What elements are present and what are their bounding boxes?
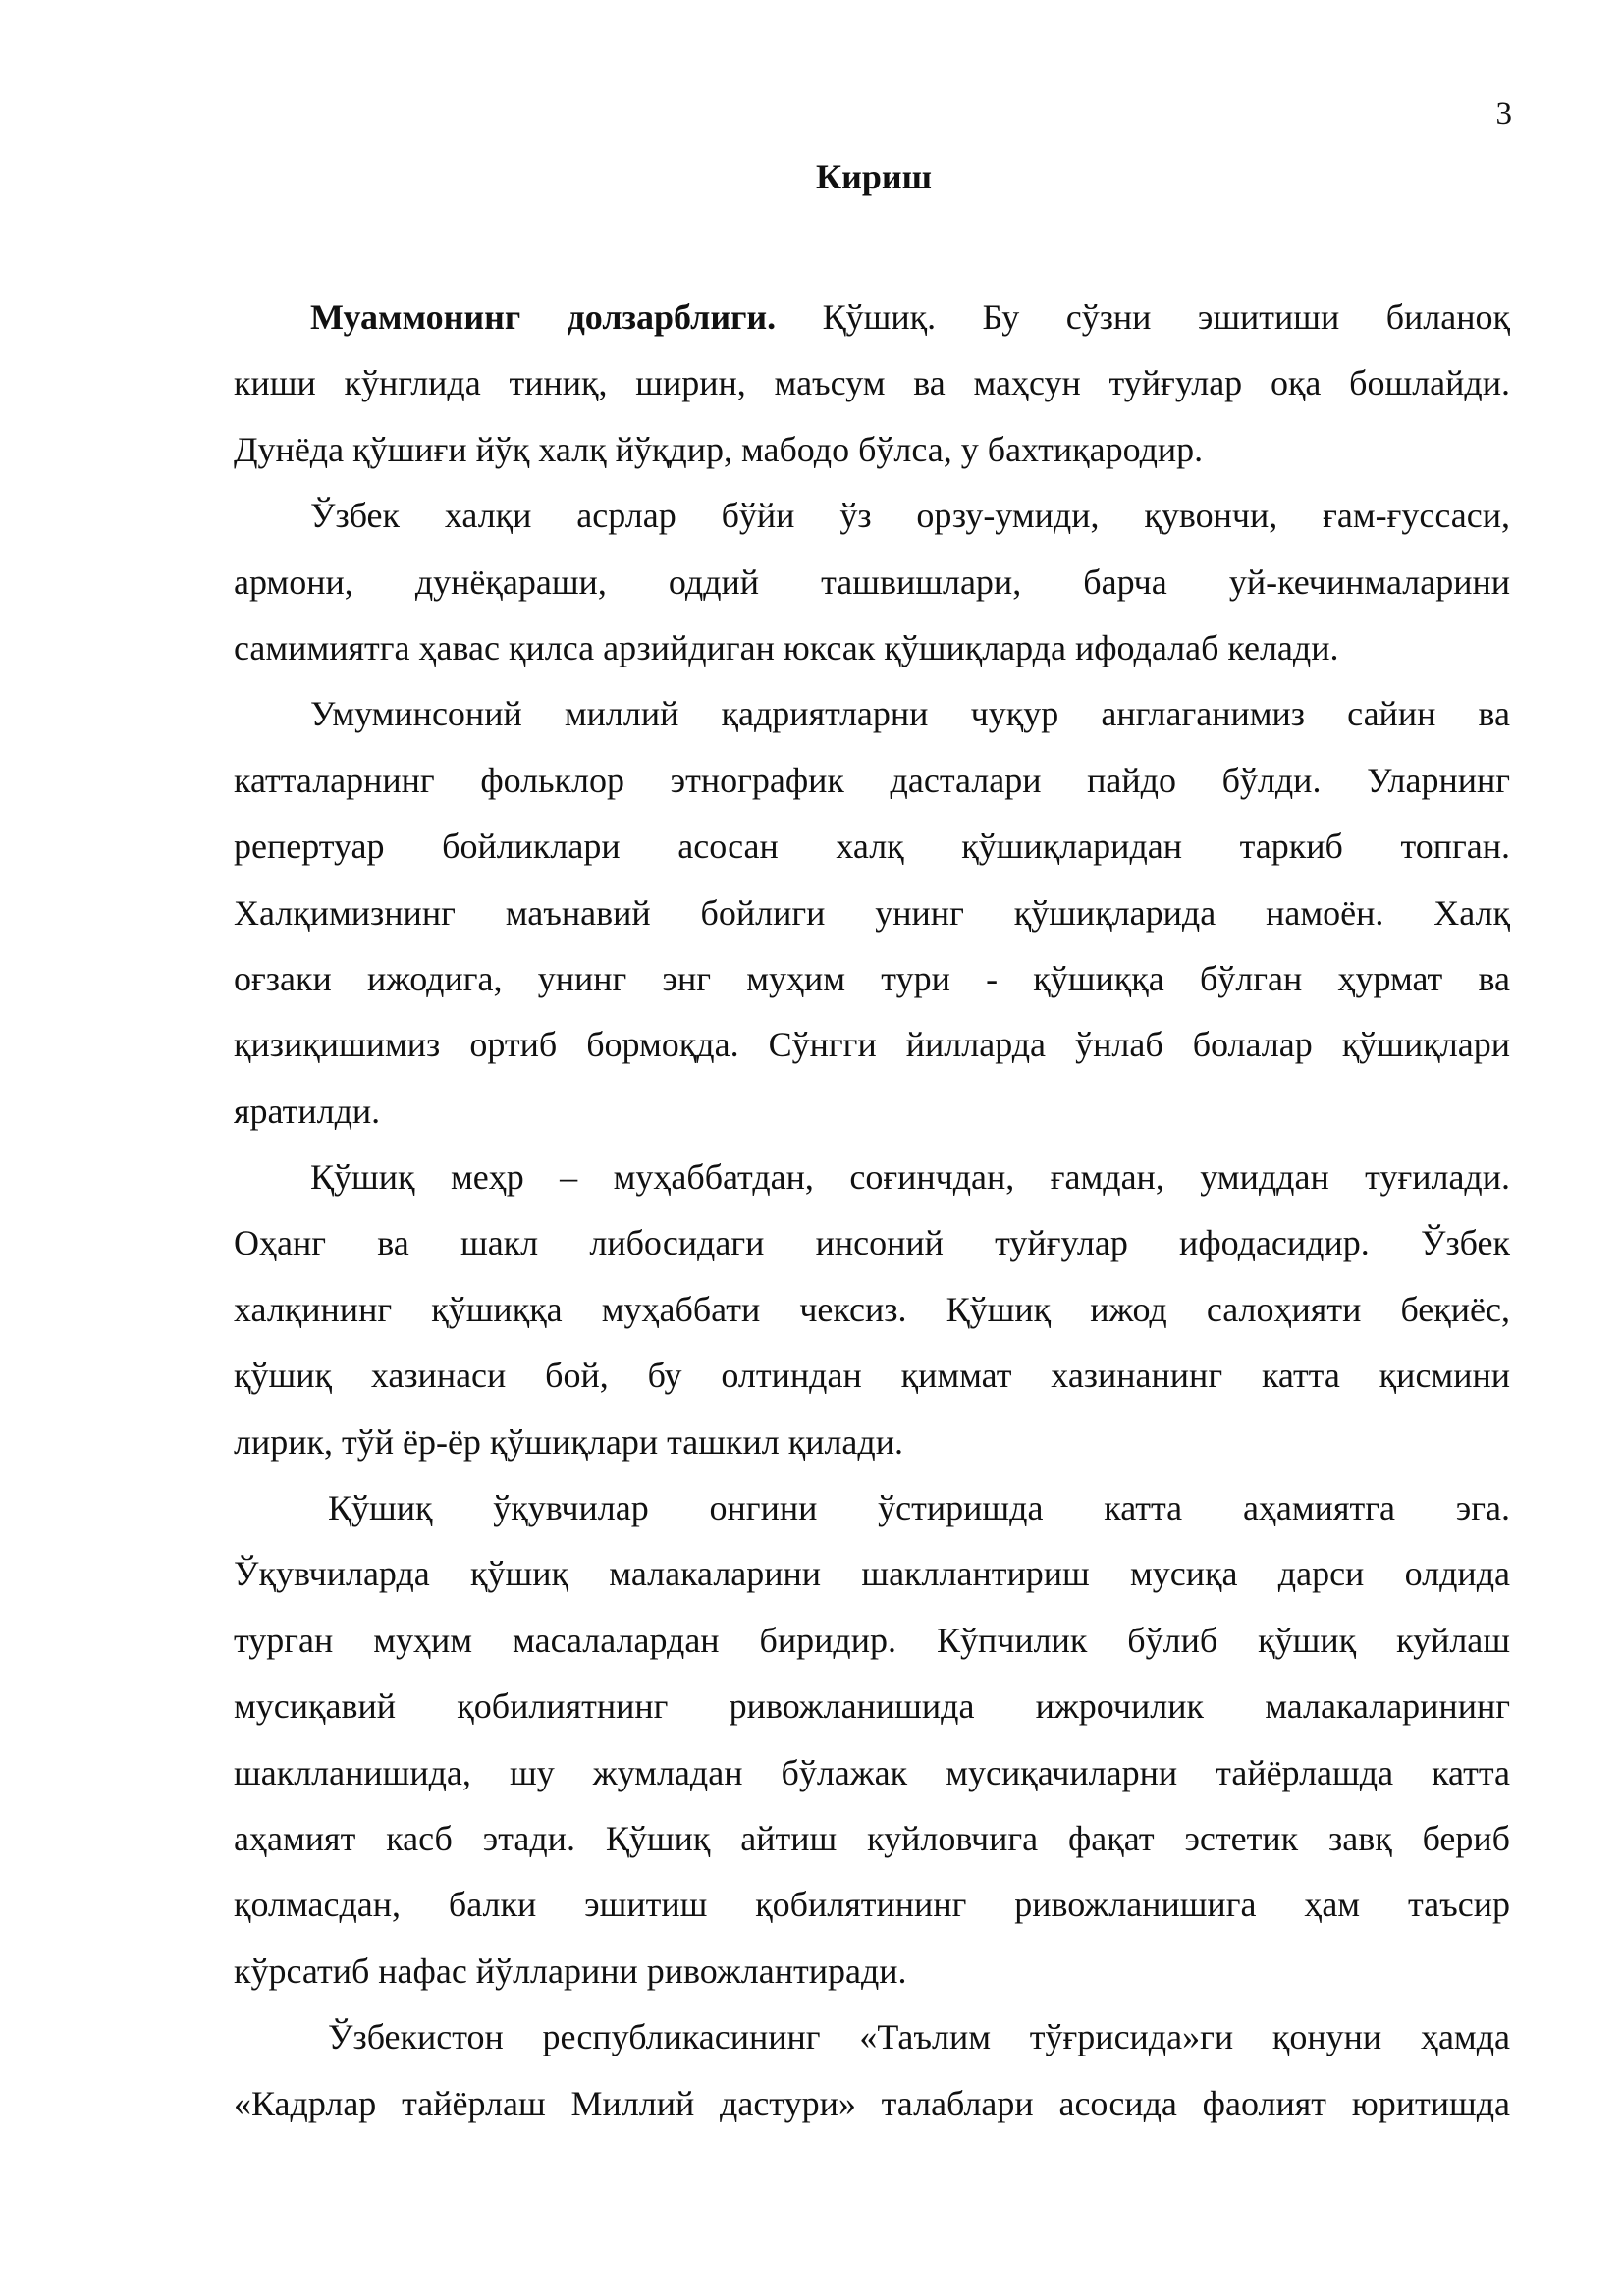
body-text — [234, 285, 1510, 2137]
paragraph-line: Умуминсоний миллий қадриятларни чуқур англаганимиз сайин ва — [310, 694, 1510, 734]
paragraph-line: Қўшиқ ўқувчилар онгини ўстиришда катта аҳамиятга эга. — [328, 1488, 1510, 1528]
paragraph-line: турган муҳим масалалардан биридир. Кўпчилик бўлиб қўшиқ куйлаш — [234, 1620, 1510, 1660]
paragraph-line: самимиятга ҳавас қилса арзийдиган юксак қўшиқларда ифодалаб келади. — [234, 627, 1339, 667]
paragraph-line: Ўзбек халқи асрлар бўйи ўз орзу-умиди, қувончи, ғам-ғуссаси, — [310, 496, 1510, 536]
lead-text: Қўшиқ. Бу сўзни эшитиши биланоқ — [822, 297, 1510, 337]
paragraph-line-lead — [234, 285, 1510, 350]
paragraph-line: «Кадрлар тайёрлаш Миллий дастури» талаблари асосида фаолият юритишда — [234, 2083, 1510, 2123]
paragraph-line: мусиқавий қобилиятнинг ривожланишида ижрочилик малакаларининг — [234, 1686, 1510, 1727]
paragraph-line: катталарнинг фольклор этнографик дасталари пайдо бўлди. Уларнинг — [234, 760, 1510, 800]
paragraph-line: яратилди. — [234, 1091, 381, 1131]
page-number: 3 — [1495, 96, 1512, 132]
page-title: Кириш — [815, 157, 932, 196]
paragraph-line: аҳамият касб этади. Қўшиқ айтиш куйловчига фақат эстетик завқ бериб — [234, 1818, 1510, 1858]
lead-heading: Муаммонинг долзарблиги. — [310, 297, 777, 337]
paragraph-line: Ўзбекистон республикасининг «Таълим тўғрисида»ги қонуни ҳамда — [328, 2017, 1510, 2057]
paragraph-line: оғзаки ижодига, унинг энг муҳим тури - қўшиққа бўлган ҳурмат ва — [234, 958, 1510, 998]
paragraph-line: Оҳанг ва шакл либосидаги инсоний туйғулар ифодасидир. Ўзбек — [234, 1223, 1510, 1263]
paragraph-line: лирик, тўй ёр-ёр қўшиқлари ташкил қилади. — [234, 1421, 903, 1462]
paragraph-line: репертуар бойликлари асосан халқ қўшиқларидан таркиб топган. — [234, 827, 1510, 867]
paragraph-line: Қўшиқ меҳр – муҳаббатдан, соғинчдан, ғамдан, умиддан туғилади. — [310, 1157, 1510, 1198]
paragraph-line: Халқимизнинг маънавий бойлиги унинг қўшиқларида намоён. Халқ — [234, 892, 1510, 933]
paragraph-line: Дунёда қўшиғи йўқ халқ йўқдир, мабодо бўлса, у бахтиқародир. — [234, 429, 1204, 469]
paragraph-line: киши кўнглида тиниқ, ширин, маъсум ва маҳсун туйғулар оқа бошлайди. — [234, 363, 1510, 403]
paragraph-line: Ўқувчиларда қўшиқ малакаларини шакллантириш мусиқа дарси олдида — [234, 1554, 1510, 1594]
paragraph-line: қўшиқ хазинаси бой, бу олтиндан қиммат хазинанинг катта қисмини — [234, 1356, 1510, 1396]
paragraph-line: қизиқишимиз ортиб бормоқда. Сўнгги йилларда ўнлаб болалар қўшиқлари — [234, 1025, 1510, 1065]
paragraph-line: кўрсатиб нафас йўлларини ривожлантиради. — [234, 1950, 907, 1991]
paragraph-line: қолмасдан, балки эшитиш қобилятининг ривожланишига ҳам таъсир — [234, 1885, 1510, 1925]
paragraph-line: халқининг қўшиққа муҳаббати чексиз. Қўшиқ ижод салоҳияти беқиёс, — [234, 1289, 1510, 1329]
paragraph-line: армони, дунёқараши, оддий ташвишлари, барча уй-кечинмаларини — [234, 561, 1510, 602]
paragraph-line: шаклланишида, шу жумладан бўлажак мусиқачиларни тайёрлашда катта — [234, 1752, 1510, 1792]
